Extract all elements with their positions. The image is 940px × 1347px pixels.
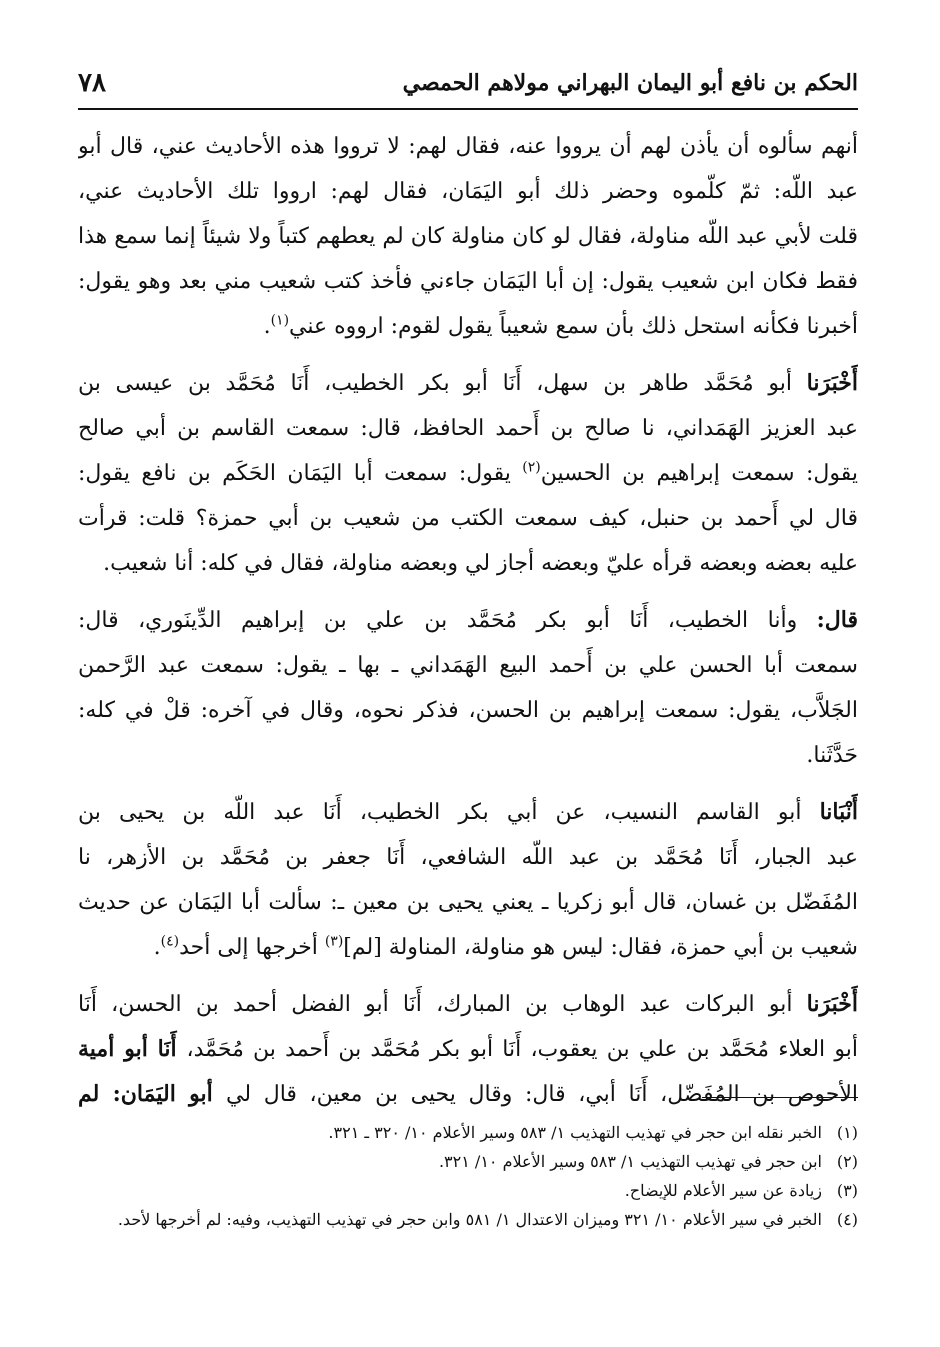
text-line: فقط فكان ابن شعيب يقول: إن أبا اليَمَان جاءني فأخذ كتب شعيب مني بعد وهو يقول: [78,269,858,294]
header-title: الحكم بن نافع أبو اليمان البهراني مولاهم الحمصي [402,70,858,96]
text-line: سمعت أبا الحسن علي بن أَحمد البيع الهَمَداني ـ بها ـ يقول: سمعت عبد الرَّحمن [78,653,858,678]
paragraph-4 [78,790,858,970]
paragraph-1 [78,124,858,349]
footnotes [78,1118,858,1234]
footnote-1 [78,1118,858,1147]
text-line: الأحوص بن المُفَضّل، أَنَا أبي، قال: وقال يحيى بن معين، قال لي أبو اليَمَان: لم [78,1081,858,1107]
text-line: عبد الجبار، أَنَا مُحَمَّد بن عبد اللّه الشافعي، أَنَا جعفر بن مُحَمَّد بن الأزهر، نا [78,845,858,870]
footnote-text: الخبر نقله ابن حجر في تهذيب التهذيب ١/ ٥٨٣ وسير الأعلام ١٠/ ٣٢٠ ـ ٣٢١. [328,1123,822,1142]
footnote-text: الخبر في سير الأعلام ١٠/ ٣٢١ وميزان الاعتدال ١/ ٥٨١ وابن حجر في تهذيب التهذيب، وفيه: لم أخرجها لأحد. [117,1210,822,1229]
footnote-ref: (٣) [324,933,344,950]
footnote-2 [78,1147,858,1176]
lead-word: قال: [816,607,858,633]
text-line: قال: وأنا الخطيب، أَنَا أبو بكر مُحَمَّد بن علي بن إبراهيم الدِّينَوري، قال: [78,607,858,633]
footnote-number: (٢) [836,1152,858,1171]
footnote-separator [702,1097,858,1098]
text-line: أَنْبَانا أبو القاسم النسيب، عن أبي بكر الخطيب، أَنَا عبد اللّه بن يحيى بن [78,799,858,825]
text-line: أَخْبَرَنا أبو مُحَمَّد طاهر بن سهل، أَنَا أبو بكر الخطيب، أَنَا مُحَمَّد بن عيسى بن [78,370,858,396]
text-line: عبد اللّه: ثمّ كلّموه وحضر ذلك أبو اليَمَان، فقال لهم: ارووا تلك الأحاديث عني، [78,179,858,204]
text-line: شعيب بن أبي حمزة، فقال: ليس هو مناولة، المناولة [لم]$^{(٣)}$ أخرجها إلى أحد$^{(٤)}$. [153,933,858,960]
lead-word: أَخْبَرَنا [806,370,858,396]
text-line: أَخْبَرَنا أبو البركات عبد الوهاب بن المبارك، أَنَا أبو الفضل أحمد بن الحسن، أَنَا [78,991,858,1017]
text-line: أخبرنا فكأنه استحل ذلك بأن سمع شعيباً يقول لقوم: ارووه عني$^{(١)}$. [263,312,858,339]
footnote-number: (١) [836,1123,858,1142]
footnote-3 [78,1176,858,1205]
text-line: الجَلاَّب، يقول: سمعت إبراهيم بن الحسن، فذكر نحوه، وقال في آخره: قلْ في كله: [78,698,858,723]
text-line: أبو العلاء مُحَمَّد بن علي بن يعقوب، أَنَا أبو بكر مُحَمَّد بن أَحمد بن مُحَمَّد، أَنَا أبو أمية [78,1036,858,1062]
footnote-ref: (٤) [160,933,180,950]
text-line: قال لي أَحمد بن حنبل، كيف سمعت الكتب من شعيب بن أبي حمزة؟ قلت: قرأت [78,506,858,531]
footnote-number: (٣) [836,1181,858,1200]
paragraph-3 [78,598,858,778]
footnote-ref: (٢) [522,459,541,476]
footnote-number: (٤) [836,1210,858,1229]
page-number: ٧٨ [78,68,106,98]
footnote-4 [78,1205,858,1234]
lead-word: أَنْبَانا [819,799,858,825]
text-line: عبد العزيز الهَمَداني، نا صالح بن أَحمد الحافظ، قال: سمعت القاسم بن أبي صالح [78,416,858,441]
text-line: يقول: سمعت إبراهيم بن الحسين$^{(٢)}$ يقول: سمعت أبا اليَمَان الحَكَم بن نافع يقول: [78,459,858,486]
footnote-text: زيادة عن سير الأعلام للإيضاح. [624,1181,822,1200]
main-text [78,124,858,1129]
text-line: أنهم سألوه أن يأذن لهم أن يرووا عنه، فقال لهم: لا ترووا هذه الأحاديث عني، قال أبو [78,134,858,159]
lead-word: أَخْبَرَنا [806,991,858,1017]
text-line: عليه بعضه وبعضه قرأه عليّ وبعضه أجاز لي وبعضه مناولة، فقال في كله: أنا شعيب. [103,551,858,576]
text-line: قلت لأبي عبد اللّه مناولة، فقال لو كان مناولة كان لم يعطهم كتباً ولا شيئاً إنما سمع هذا [78,224,858,249]
footnote-text: ابن حجر في تهذيب التهذيب ١/ ٥٨٣ وسير الأعلام ١٠/ ٣٢١. [438,1152,822,1171]
header-rule [78,108,858,110]
running-header [78,66,858,106]
footnote-ref: (١) [270,312,290,329]
text-line: حَدَّثَنا. [806,743,858,768]
paragraph-2 [78,361,858,586]
text-line: المُفَضّل بن غسان، قال أبو زكريا ـ يعني يحيى بن معين ـ: سألت أبا اليَمَان عن حديث [78,890,858,915]
